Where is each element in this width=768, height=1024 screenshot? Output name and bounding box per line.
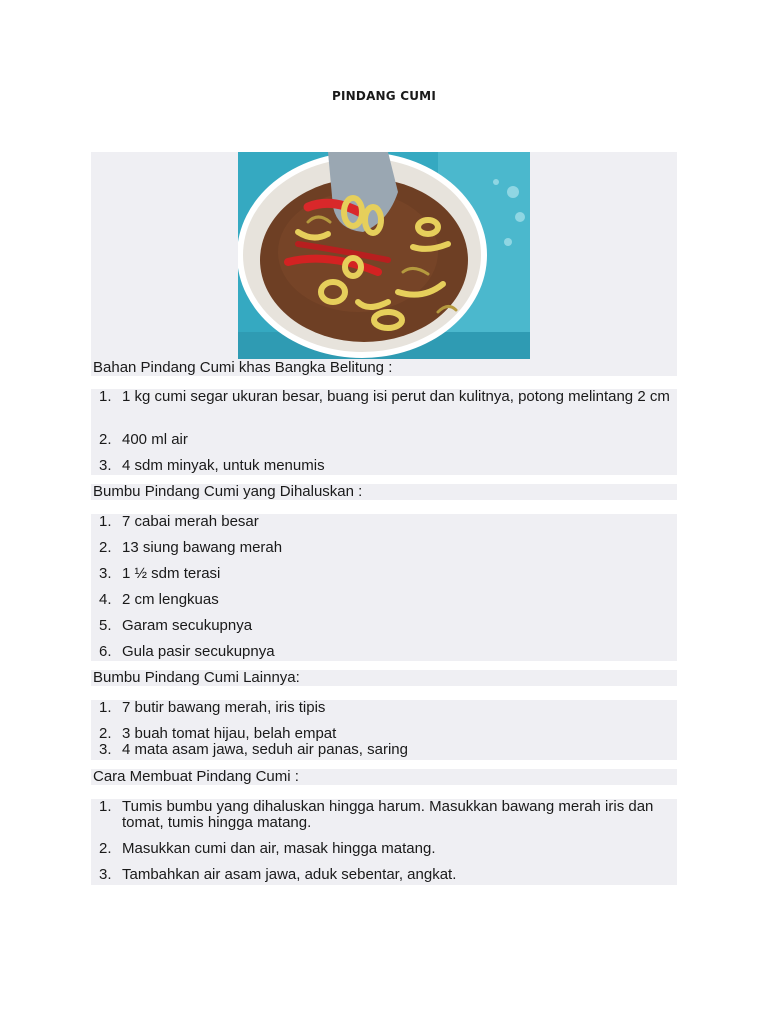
soup-bowl-photo-icon: [238, 152, 530, 359]
section-heading-bahan: Bahan Pindang Cumi khas Bangka Belitung :: [93, 359, 393, 376]
list-bumbu-lainnya: 1. 7 butir bawang merah, iris tipis 2. 3 buah tomat hijau, belah empat 3. 4 mata asam jawa, seduh air panas, saring: [91, 700, 677, 760]
section-heading-bumbu-halus: Bumbu Pindang Cumi yang Dihaluskan :: [93, 483, 363, 500]
section-heading-cara-membuat: Cara Membuat Pindang Cumi :: [93, 768, 299, 785]
document-title: PINDANG CUMI: [332, 89, 436, 103]
list-cara-membuat: 1. Tumis bumbu yang dihaluskan hingga harum. Masukkan bawang merah iris dan tomat, tumis hingga matang. 2. Masukkan cumi dan air, masak hingga matang. 3. Tambahkan air asam jawa, aduk sebentar, angkat.: [91, 799, 677, 885]
section-heading-bumbu-lainnya: Bumbu Pindang Cumi Lainnya:: [93, 669, 300, 686]
list-bahan: 1. 1 kg cumi segar ukuran besar, buang isi perut dan kulitnya, potong melintang 2 cm 2. 400 ml air 3. 4 sdm minyak, untuk menumis: [91, 389, 677, 475]
recipe-photo: [238, 152, 530, 359]
list-bumbu-halus: 1. 7 cabai merah besar 2. 13 siung bawang merah 3. 1 ½ sdm terasi 4. 2 cm lengkuas 5. Garam secukupnya 6. Gula pasir secukupnya: [91, 514, 677, 661]
